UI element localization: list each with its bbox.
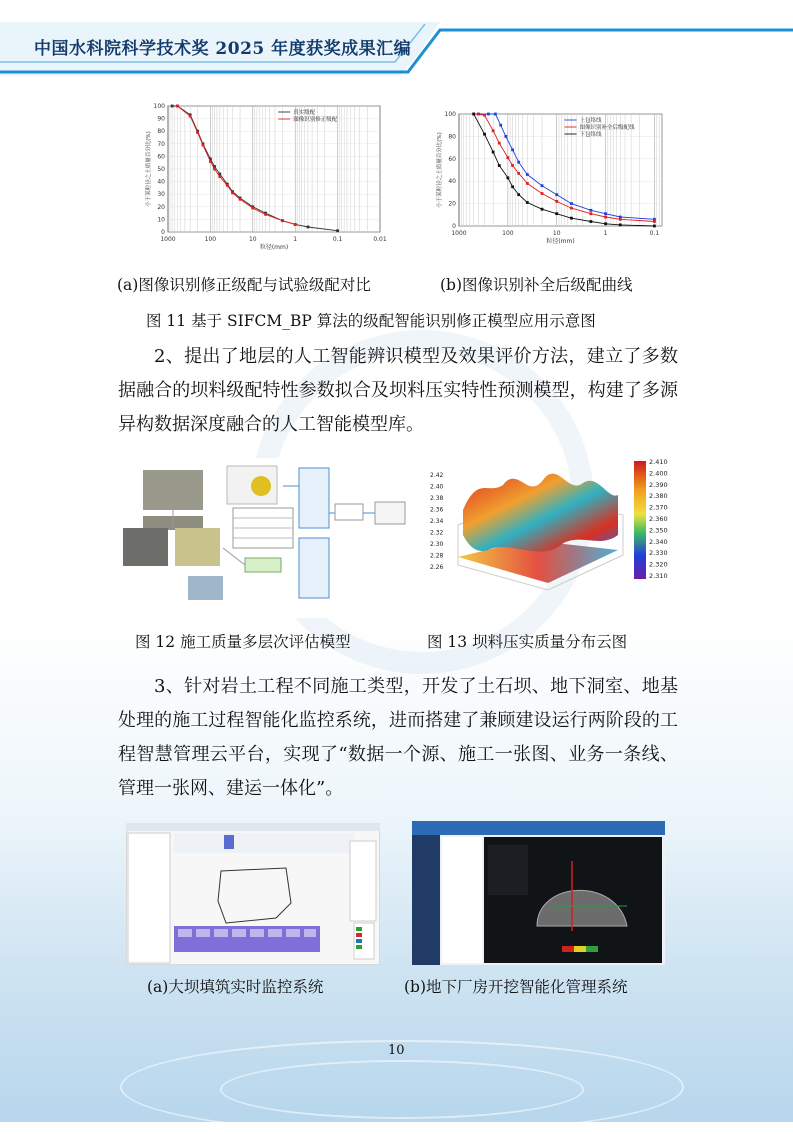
y-tick-label: 20 — [448, 200, 456, 208]
data-point — [541, 184, 544, 187]
gradation-chart-a — [133, 98, 390, 253]
y-tick-label: 60 — [157, 153, 165, 161]
data-point — [619, 218, 622, 221]
data-point — [555, 200, 558, 203]
data-point — [483, 114, 486, 117]
y-tick-label: 0 — [452, 223, 456, 230]
data-point — [604, 216, 607, 219]
data-point — [209, 160, 212, 163]
data-point — [526, 201, 529, 204]
data-point — [264, 213, 267, 216]
y-tick-label: 40 — [157, 178, 165, 186]
data-point — [307, 226, 310, 229]
data-point — [213, 168, 216, 171]
x-tick-label: 1 — [293, 236, 298, 243]
x-tick-label: 10 — [248, 236, 257, 243]
x-tick-label: 100 — [502, 230, 514, 237]
compaction-surface-plot — [428, 455, 690, 620]
legend-label: 真实级配 — [293, 110, 316, 116]
colorbar-tick-label: 2.410 — [649, 458, 668, 466]
data-point — [499, 124, 502, 127]
data-point — [511, 148, 514, 151]
data-point — [570, 207, 573, 210]
y-tick-label: 90 — [157, 115, 165, 123]
powerhouse-management-screenshot — [412, 821, 665, 965]
data-point — [251, 207, 254, 210]
page-number: 10 — [388, 1043, 405, 1058]
data-point — [604, 212, 607, 215]
data-point — [511, 185, 514, 188]
z-tick-label: 2.38 — [430, 495, 444, 502]
colorbar-tick-label: 2.360 — [649, 515, 668, 523]
data-point — [498, 164, 501, 167]
paragraph-2: 2、提出了地层的人工智能辨识模型及效果评价方法，建立了多数据融合的坝料级配特性参数拟合及坝料压实特性预测模型，构建了多源异构数据深度融合的人工智能模型库。 — [118, 346, 678, 435]
data-point — [526, 182, 529, 185]
colorbar-tick-label: 2.310 — [649, 572, 668, 580]
legend-label: 图像识别补全后级配线 — [579, 125, 635, 131]
data-point — [555, 193, 558, 196]
colorbar-tick-label: 2.330 — [649, 549, 668, 558]
data-point — [541, 192, 544, 195]
data-point — [492, 151, 495, 154]
fig11a-caption: (a)图像识别修正级配与试验级配对比 — [117, 276, 371, 294]
x-tick-label: 0.1 — [332, 236, 343, 243]
data-point — [619, 223, 622, 226]
x-axis-label: 粒径(mm) — [259, 244, 289, 251]
data-point — [504, 135, 507, 138]
x-tick-label: 10 — [552, 230, 561, 237]
data-point — [472, 113, 475, 116]
z-tick-label: 2.32 — [430, 529, 444, 537]
data-point — [653, 220, 656, 223]
y-axis-label: 小于某粒径之土质量百分比(%) — [437, 132, 443, 208]
data-point — [196, 131, 199, 134]
colorbar — [634, 461, 646, 579]
data-point — [226, 184, 229, 187]
y-tick-label: 0 — [161, 229, 165, 236]
header-title: 中国水科院科学技术奖 2025 年度获奖成果汇编 — [34, 39, 412, 59]
x-axis-label: 粒径(mm) — [546, 238, 575, 245]
data-point — [506, 176, 509, 179]
data-point — [589, 212, 592, 215]
legend-label: 图像识别修正级配 — [293, 117, 338, 123]
legend-label: 上包络线 — [579, 118, 602, 124]
y-axis-label: 小于某粒径之土质量百分比(%) — [146, 131, 152, 207]
x-tick-label: 1000 — [451, 230, 467, 237]
x-tick-label: 100 — [204, 236, 217, 243]
data-point — [570, 202, 573, 205]
gradation-chart-b — [425, 98, 670, 253]
data-point — [171, 105, 174, 108]
fig11-caption: 图 11 基于 SIFCM_BP 算法的级配智能识别修正模型应用示意图 — [146, 312, 596, 330]
data-point — [336, 229, 339, 232]
data-point — [589, 220, 592, 223]
data-point — [483, 133, 486, 136]
water-ripple — [220, 1060, 584, 1119]
y-tick-label: 80 — [157, 128, 165, 136]
x-tick-label: 1 — [603, 230, 608, 237]
colorbar-tick-label: 2.340 — [649, 537, 668, 546]
x-tick-label: 0.1 — [649, 230, 660, 237]
y-tick-label: 70 — [157, 140, 165, 148]
fig11b-caption: (b)图像识别补全后级配曲线 — [440, 276, 633, 294]
y-tick-label: 20 — [157, 203, 165, 211]
legend-label: 下包络线 — [579, 132, 602, 138]
data-point — [492, 129, 495, 132]
data-point — [517, 172, 520, 175]
data-point — [555, 212, 558, 215]
data-point — [487, 113, 490, 116]
data-point — [239, 198, 242, 201]
data-point — [294, 223, 297, 226]
data-point — [589, 209, 592, 212]
z-tick-label: 2.34 — [430, 518, 444, 525]
y-tick-label: 100 — [153, 103, 165, 110]
colorbar-tick-label: 2.380 — [649, 492, 668, 501]
quality-assessment-diagram — [113, 458, 413, 618]
z-tick-label: 2.42 — [430, 472, 444, 479]
y-tick-label: 100 — [444, 111, 456, 118]
y-tick-label: 10 — [157, 216, 165, 224]
z-tick-label: 2.30 — [430, 541, 444, 548]
colorbar-tick-label: 2.350 — [649, 526, 668, 535]
dam-monitoring-screenshot — [126, 823, 380, 965]
fig12-caption: 图 12 施工质量多层次评估模型 — [135, 633, 351, 651]
data-point — [604, 222, 607, 225]
z-tick-label: 2.26 — [430, 564, 444, 571]
data-point — [494, 113, 497, 116]
y-tick-label: 30 — [157, 191, 165, 199]
fig14b-caption: (b)地下厂房开挖智能化管理系统 — [404, 978, 628, 996]
data-point — [506, 156, 509, 159]
data-point — [517, 193, 520, 196]
y-tick-label: 50 — [157, 166, 165, 173]
z-tick-label: 2.28 — [430, 552, 444, 560]
data-point — [517, 161, 520, 164]
data-point — [511, 164, 514, 167]
y-tick-label: 80 — [448, 133, 456, 141]
colorbar-tick-label: 2.320 — [649, 560, 668, 569]
page-header — [0, 22, 793, 76]
colorbar-tick-label: 2.400 — [649, 469, 668, 478]
data-point — [498, 142, 501, 145]
data-point — [218, 175, 221, 178]
y-tick-label: 60 — [448, 155, 456, 163]
fig14a-caption: (a)大坝填筑实时监控系统 — [147, 978, 324, 996]
paragraph-3: 3、针对岩土工程不同施工类型，开发了土石坝、地下洞室、地基处理的施工过程智能化监控系统，进而搭建了兼顾建设运行两阶段的工程智慧管理云平台，实现了“数据一个源、施工一张图、业务一条线、管理一张网、建运一体化”。 — [118, 676, 678, 799]
data-point — [281, 219, 284, 222]
x-tick-label: 1000 — [160, 236, 176, 243]
data-point — [202, 144, 205, 147]
data-point — [176, 105, 179, 108]
colorbar-tick-label: 2.370 — [649, 503, 668, 512]
colorbar-tick-label: 2.390 — [649, 480, 668, 489]
x-tick-label: 0.01 — [373, 236, 387, 243]
y-tick-label: 40 — [448, 178, 456, 186]
data-point — [541, 208, 544, 211]
z-tick-label: 2.40 — [430, 483, 444, 491]
data-point — [189, 115, 192, 118]
z-tick-label: 2.36 — [430, 506, 444, 514]
data-point — [231, 192, 234, 195]
data-point — [570, 217, 573, 220]
data-point — [653, 225, 656, 228]
fig13-caption: 图 13 坝料压实质量分布云图 — [427, 633, 628, 651]
data-point — [526, 173, 529, 176]
